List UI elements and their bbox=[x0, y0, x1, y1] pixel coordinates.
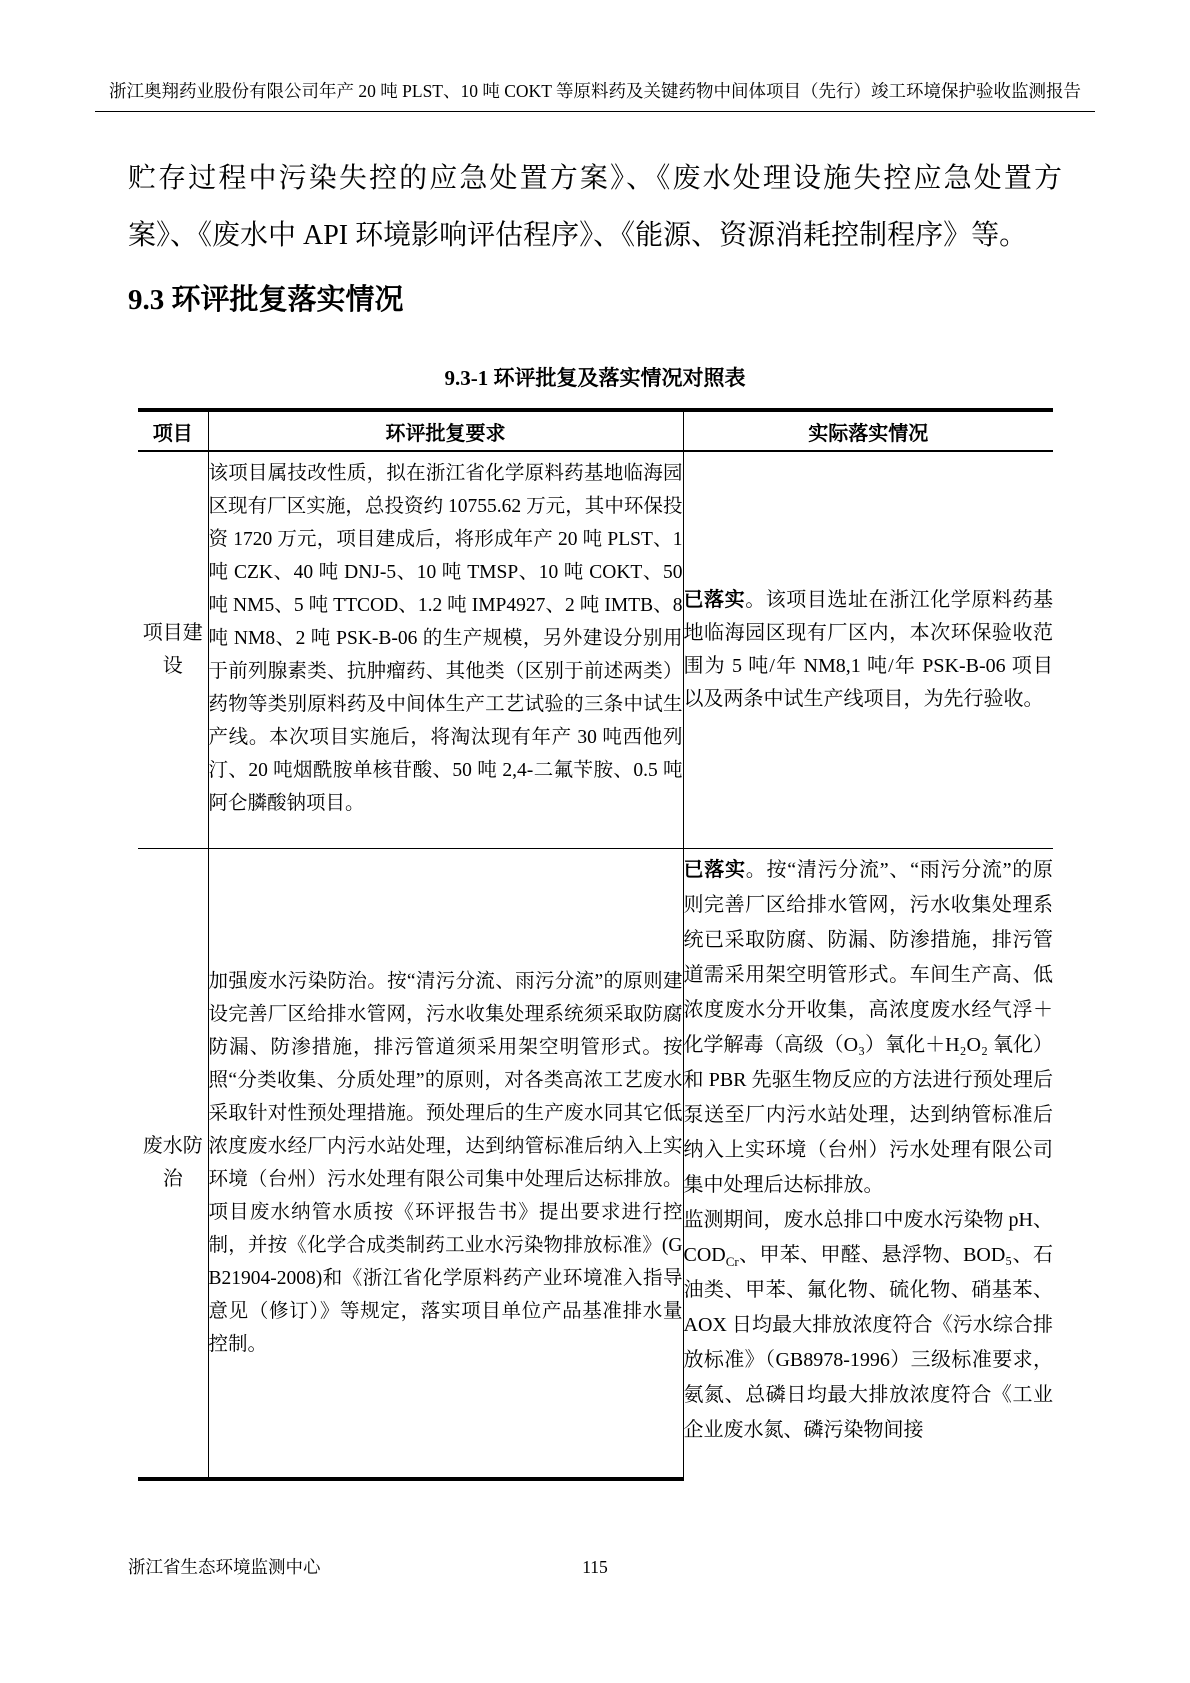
col-header-requirement: 环评批复要求 bbox=[208, 410, 683, 451]
cod-subscript: Cr bbox=[725, 1254, 739, 1269]
row-implementation-cell bbox=[683, 451, 1053, 849]
monitoring-paragraph bbox=[684, 1203, 1054, 1448]
table-header-row bbox=[138, 410, 1053, 451]
page-number: 115 bbox=[582, 1557, 608, 1577]
footer-organization: 浙江省生态环境监测中心 bbox=[128, 1557, 321, 1577]
col-header-implementation: 实际落实情况 bbox=[683, 410, 1053, 451]
col-header-item: 项目 bbox=[138, 410, 208, 451]
intro-paragraph: 贮存过程中污染失控的应急处置方案》、《废水处理设施失控应急处置方案》、《废水中 API 环境影响评估程序》、《能源、资源消耗控制程序》等。 bbox=[128, 163, 1062, 251]
table-row-wastewater-control bbox=[138, 849, 1053, 1480]
document-header bbox=[95, 78, 1095, 112]
status-label: 已落实 bbox=[683, 589, 746, 611]
comparison-table bbox=[138, 408, 1053, 1481]
section-heading: 9.3 环评批复落实情况 bbox=[128, 284, 404, 316]
status-label: 已落实 bbox=[683, 859, 746, 881]
row-category-label: 项目建设 bbox=[138, 451, 208, 849]
row-category-label: 废水防治 bbox=[138, 849, 208, 1480]
monitoring-text-part2: 、甲苯、甲醛、悬浮物、BOD₅、石油类、甲苯、氟化物、硫化物、硝基苯、AOX 日均最大排放浓度符合《污水综合排放标准》（GB8978-1996）三级标准要求，氨氮、总磷日均最大排放浓度符合《工业企业废水氮、磷污染物间接 bbox=[683, 1244, 1053, 1441]
page-footer bbox=[0, 1556, 1190, 1578]
implementation-text bbox=[684, 584, 1054, 716]
row-requirement-cell bbox=[208, 451, 683, 849]
document-header-title: 浙江奥翔药业股份有限公司年产 20 吨 PLST、10 吨 COKT 等原料药及关键药物中间体项目（先行）竣工环境保护验收监测报告 bbox=[109, 81, 1081, 101]
row-requirement-cell bbox=[208, 849, 683, 1480]
implementation-status-paragraph bbox=[684, 853, 1054, 1203]
implementation-text bbox=[684, 849, 1054, 1473]
page-content bbox=[128, 150, 1062, 1481]
monitoring-text-part1: 监测期间，废水总排口中废水污染物 pH、COD bbox=[683, 1209, 1053, 1266]
status-text: 。按“清污分流”、“雨污分流”的原则完善厂区给排水管网，污水收集处理系统已采取防腐、防漏、防渗措施，排污管道需采用架空明管形式。车间生产高、低浓度废水分开收集，高浓度废水经气浮＋化学解毒（高级（O₃）氧化＋H₂O₂ 氧化）和 PBR 先驱生物反应的方法进行预处理后泵送至厂内污水站处理，达到纳管标准后纳入上实环境（台州）污水处理有限公司集中处理后达标排放。 bbox=[683, 859, 1053, 1196]
table-row-project-construction bbox=[138, 451, 1053, 849]
requirement-text: 该项目属技改性质，拟在浙江省化学原料药基地临海园区现有厂区实施，总投资约 10755.62 万元，其中环保投资 1720 万元，项目建成后，将形成年产 20 吨 PLST、1 吨 CZK、40 吨 DNJ-5、10 吨 TMSP、10 吨 COKT、50 吨 NM5、5 吨 TTCOD、1.2 吨 IMP4927、2 吨 IMTB、8 吨 NM8、2 吨 PSK-B-06 的生产规模，另外建设分别用于前列腺素类、抗肿瘤药、其他类（区别于前述两类）药物等类别原料药及中间体生产工艺试验的三条中试生产线。本次项目实施后，将淘汰现有年产 30 吨西他列汀、20 吨烟酰胺单核苷酸、50 吨 2,4-二氟苄胺、0.5 吨阿仑膦酸钠项目。 bbox=[208, 463, 683, 814]
row-implementation-cell bbox=[683, 849, 1053, 1480]
table-caption: 9.3-1 环评批复及落实情况对照表 bbox=[444, 366, 746, 390]
requirement-text: 加强废水污染防治。按“清污分流、雨污分流”的原则建设完善厂区给排水管网，污水收集处理系统须采取防腐防漏、防渗措施，排污管道须采用架空明管形式。按照“分类收集、分质处理”的原则，对各类高浓工艺废水采取针对性预处理措施。预处理后的生产废水同其它低浓度废水经厂内污水站处理，达到纳管标准后纳入上实环境（台州）污水处理有限公司集中处理后达标排放。项目废水纳管水质按《环评报告书》提出要求进行控制，并按《化学合成类制药工业水污染物排放标准》(GB21904-2008)和《浙江省化学原料药产业环境准入指导意见（修订）》等规定，落实项目单位产品基准排水量控制。 bbox=[208, 971, 683, 1355]
status-text: 。该项目选址在浙江化学原料药基地临海园区现有厂区内，本次环保验收范围为 5 吨/年 NM8,1 吨/年 PSK-B-06 项目以及两条中试生产线项目，为先行验收。 bbox=[683, 589, 1054, 710]
